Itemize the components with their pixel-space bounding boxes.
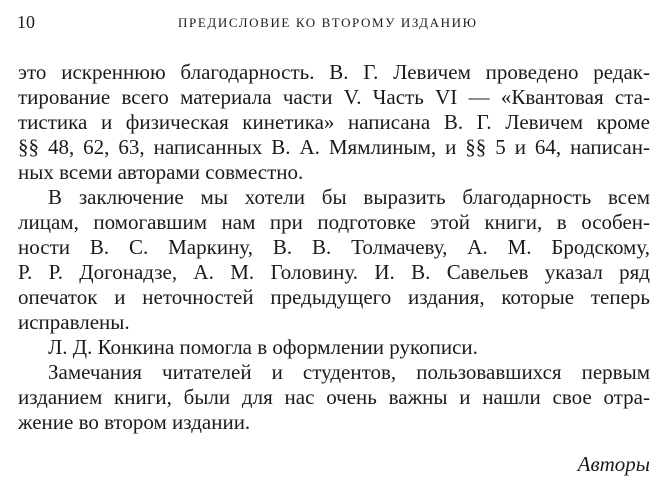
text-line: опечаток и неточностей предыдущего издания, которые теперь	[18, 285, 650, 309]
text-line: ных всеми авторами совместно.	[18, 160, 304, 184]
text-line: лицам, помогавшим нам при подготовке этой книги, в особен-	[18, 210, 650, 234]
text-line: Р. Р. Догонадзе, А. М. Головину. И. В. Савельев указал ряд	[18, 260, 650, 284]
text-line: тистика и физическая кинетика» написана В. Г. Левичем кроме	[18, 110, 650, 134]
page-number: 10	[17, 12, 35, 32]
text-line: это искреннюю благодарность. В. Г. Левичем проведено редак-	[18, 60, 650, 84]
text-line: ности В. С. Маркину, В. В. Толмачеву, А. М. Бродскому,	[18, 235, 650, 259]
paragraph-1	[18, 60, 650, 185]
text-line: Л. Д. Конкина помогла в оформлении рукописи.	[48, 335, 478, 359]
text-line: В заключение мы хотели бы выразить благодарность всем	[48, 185, 650, 209]
running-head: ПРЕДИСЛОВИЕ КО ВТОРОМУ ИЗДАНИЮ	[178, 15, 478, 30]
authors-signature: Авторы	[577, 452, 650, 476]
text-line: исправлены.	[18, 310, 130, 334]
paragraph-4	[18, 360, 650, 435]
paragraph-3	[18, 335, 650, 360]
text-line: §§ 48, 62, 63, написанных В. А. Мямлиным, и §§ 5 и 64, написан-	[18, 135, 650, 159]
text-line: тирование всего материала части V. Часть VI — «Квантовая ста-	[18, 85, 650, 109]
body-text	[18, 60, 650, 435]
text-line: жение во втором издании.	[18, 410, 251, 434]
text-line: изданием книги, были для нас очень важны и нашли свое отра-	[18, 385, 650, 409]
text-line: Замечания читателей и студентов, пользовавшихся первым	[48, 360, 650, 384]
paragraph-2	[18, 185, 650, 335]
